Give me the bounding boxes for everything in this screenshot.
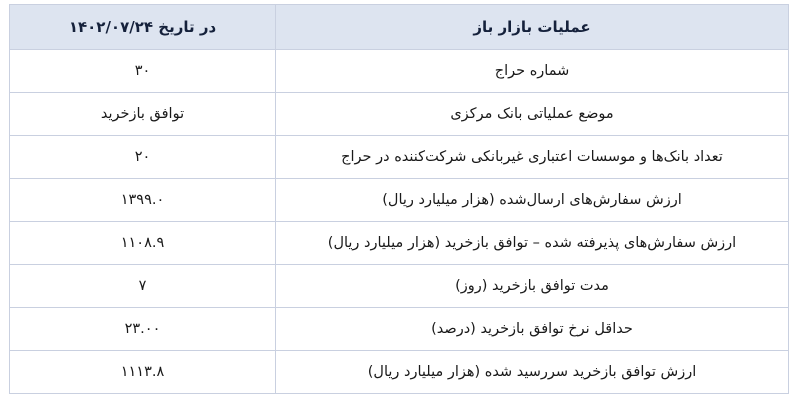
- table-row: [10, 308, 789, 351]
- row-value: ۳۰: [10, 50, 276, 93]
- row-value: ۲۰: [10, 136, 276, 179]
- row-value: توافق بازخرید: [10, 93, 276, 136]
- row-label: ارزش توافق بازخرید سررسید شده (هزار میلیارد ریال): [276, 351, 789, 394]
- table-row: [10, 136, 789, 179]
- table-body: [10, 50, 789, 394]
- table-row: [10, 179, 789, 222]
- table-row: [10, 50, 789, 93]
- table-header-date: در تاریخ ۱۴۰۲/۰۷/۲۴: [10, 5, 276, 50]
- row-value: ۱۱۰۸.۹: [10, 222, 276, 265]
- row-label: ارزش سفارش‌های ارسال‌شده (هزار میلیارد ریال): [276, 179, 789, 222]
- row-value: ۲۳.۰۰: [10, 308, 276, 351]
- row-label: شماره حراج: [276, 50, 789, 93]
- row-value: ۱۱۱۳.۸: [10, 351, 276, 394]
- table-row: [10, 351, 789, 394]
- row-value: ۷: [10, 265, 276, 308]
- table-header: [10, 5, 789, 50]
- table-row: [10, 265, 789, 308]
- row-label: حداقل نرخ توافق بازخرید (درصد): [276, 308, 789, 351]
- row-label: تعداد بانک‌ها و موسسات اعتباری غیربانکی شرکت‌کننده در حراج: [276, 136, 789, 179]
- row-label: مدت توافق بازخرید (روز): [276, 265, 789, 308]
- table-row: [10, 222, 789, 265]
- row-value: ۱۳۹۹.۰: [10, 179, 276, 222]
- row-label: ارزش سفارش‌های پذیرفته شده – توافق بازخرید (هزار میلیارد ریال): [276, 222, 789, 265]
- table-row: [10, 93, 789, 136]
- row-label: موضع عملیاتی بانک مرکزی: [276, 93, 789, 136]
- open-market-operations-table: [9, 4, 789, 394]
- table-header-title: عملیات بازار باز: [276, 5, 789, 50]
- table-header-row: [10, 5, 789, 50]
